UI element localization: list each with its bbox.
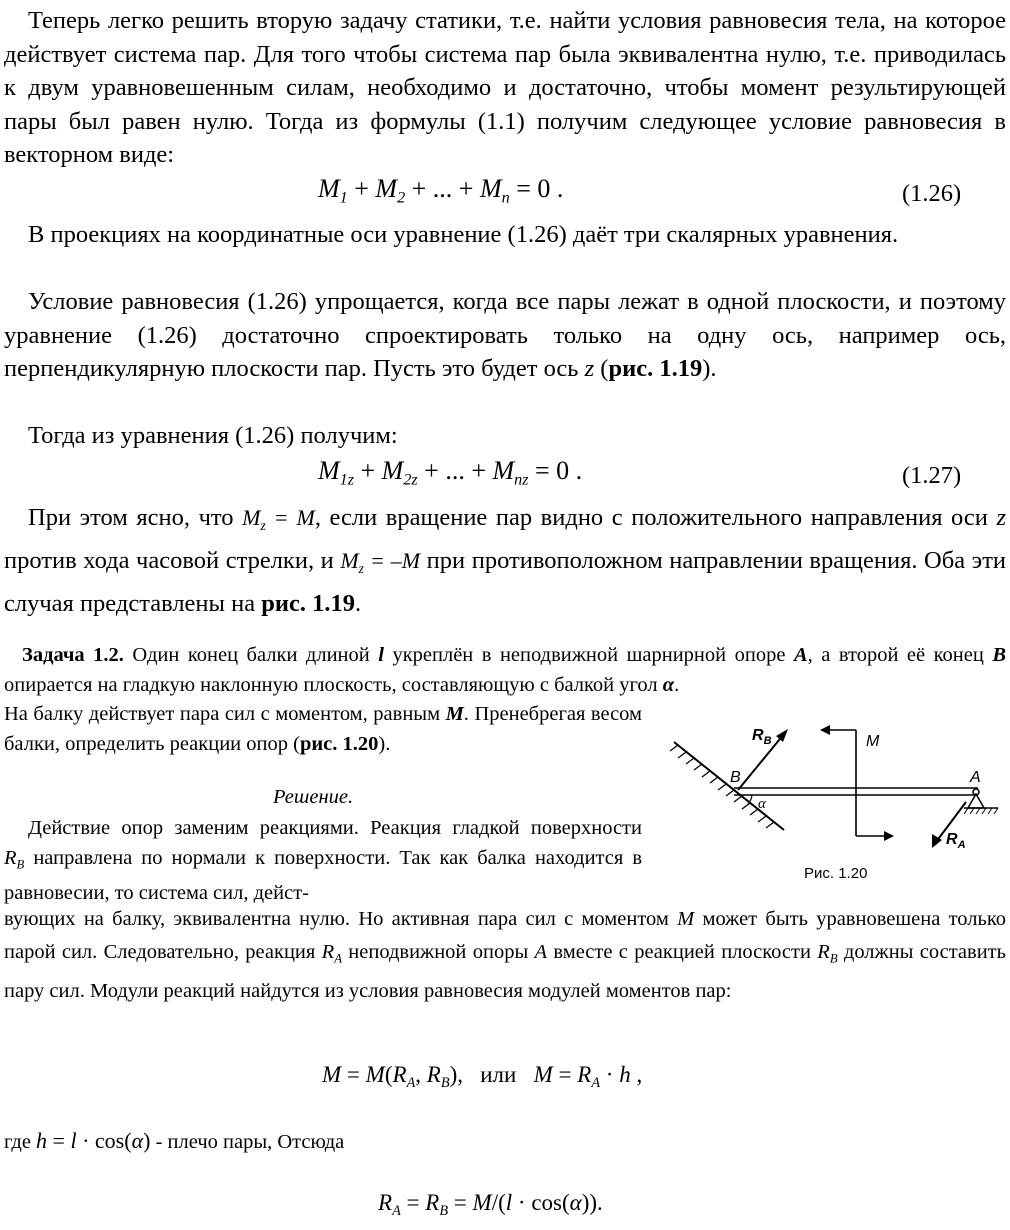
axis-z-2: z xyxy=(996,504,1006,531)
solution-paragraph xyxy=(4,814,642,909)
equation-number-1-26: (1.26) xyxy=(902,180,962,207)
paragraph-2 xyxy=(4,218,1006,252)
solution-heading: Решение. xyxy=(273,786,354,808)
paragraph-4-text: Тогда из уравнения (1.26) получим: xyxy=(28,422,398,449)
equation-1-27: $M_{1z} + M_{2z}$ + ... + $M_{nz} = 0$ . xyxy=(318,456,583,489)
task-var-M: M xyxy=(445,703,464,725)
where-line: где h = l · cos(α) - плечо пары, Отсюда xyxy=(4,1128,345,1153)
paragraph-3-text: Условие равновесия (1.26) упрощается, когда все пары лежат в одной плоскости, и поэтому уравнение (1.26) достаточно спроектировать только на одну ось, например ось, перпендикулярную плоскости пар. Пусть это будет ось xyxy=(4,288,1006,382)
formula-mz-minus: $M_z = -M$ xyxy=(340,547,421,576)
solution-text-2: направлена по нормали к поверхности. Так как балка находится в равновесии, то система сил, дейст- xyxy=(4,846,642,905)
solution-text-4: может быть уравновешена только парой сил. Следовательно, реакция xyxy=(4,908,1006,963)
task-var-alpha: α xyxy=(662,673,675,696)
formula-ra: $R_A$ xyxy=(321,941,342,966)
task-var-l: l xyxy=(378,644,384,666)
equation-number-1-27: (1.27) xyxy=(902,462,962,489)
task-text-2: укреплён в неподвижной шарнирной опоре xyxy=(383,644,794,666)
equation-result: $R_A = R_B = M/(l \cdot \cos(\alpha))$. xyxy=(378,1190,603,1219)
task-text-1: Один конец балки длиной xyxy=(123,644,379,666)
where-pre: где xyxy=(4,1131,37,1153)
task-paragraph-continued xyxy=(4,700,642,759)
support-A-hatching xyxy=(964,808,998,814)
figure-ref-1-19: рис. 1.19 xyxy=(608,355,703,382)
paragraph-1-text: Теперь легко решить вторую задачу статики, т.е. найти условия равновесия тела, на которое действует система пар. Для того чтобы система пар была эквивалентна нулю, т.е. приводилась к двум уравновешенным силам, необходимо и достаточно, чтобы момент результирующей пары был равен нулю. Тогда из формулы (1.1) получим следующее условие равновесия в векторном виде: xyxy=(4,7,1006,168)
solution-text-6: вместе с реакцией плоскости xyxy=(547,941,818,963)
paragraph-3: Условие равновесия (1.26) упрощается, когда все пары лежат в одной плоскости, и поэтому уравнение (1.26) достаточно спроектировать только на одну ось, например ось, перпендикулярную плоскости пар. Пусть это будет ось z (рис. 1.19). xyxy=(4,288,1006,382)
formula-mz-plus: $M_z = M$ xyxy=(242,505,315,533)
paragraph-5-text-d: при противоположном направлении вращения. Оба эти случая представлены на xyxy=(4,546,1007,617)
paragraph-1 xyxy=(4,4,1006,172)
task-text-4: опирается на гладкую наклонную плоскость, составляющую с балкой угол xyxy=(4,673,663,696)
paragraph-5-text-b: , если вращение пар видно с положительного направления оси xyxy=(314,504,997,531)
formula-rb: $R_B$ xyxy=(4,846,25,871)
task-text-3: , а второй её конец xyxy=(807,644,993,666)
paragraph-4 xyxy=(4,419,1006,453)
solution-paragraph-continued xyxy=(4,903,1006,1008)
label-RB: $R_B$ xyxy=(752,727,772,747)
solution-var-M: M xyxy=(677,908,695,930)
task-paragraph: Задача 1.2. Один конец балки длиной l укреплён в неподвижной шарнирной опоре A, а второй её конец B опирается на гладкую наклонную плоскость, составляющую с балкой угол α. xyxy=(4,644,1007,696)
paragraph-5-text-a: При этом ясно, что xyxy=(28,504,243,531)
solution-var-A: A xyxy=(534,941,548,963)
label-B: B xyxy=(730,769,741,786)
paragraph-5: При этом ясно, что $M_z = M$, если вращение пар видно с положительного направления оси z против хода часовой стрелки, и $M_z = -M$ при противоположном направлении вращения. Оба эти случая представлены на рис. 1.19. xyxy=(4,504,1007,617)
figure-ref-1-19-b: рис. 1.19 xyxy=(261,589,355,617)
solution-text-3: вующих на балку, эквивалентна нулю. Но активная пара сил с моментом xyxy=(4,908,678,930)
beam-diagram xyxy=(666,718,1006,888)
where-post: - плечо пары, Отсюда xyxy=(150,1131,345,1153)
task-text-7: ). xyxy=(378,732,391,755)
solution-text-1: Действие опор заменим реакциями. Реакция гладкой поверхности xyxy=(28,817,642,839)
figure-ref-1-20: рис. 1.20 xyxy=(299,732,379,755)
task-text-5: На балку действует пара сил с моментом, равным xyxy=(4,703,446,725)
label-alpha: α xyxy=(758,796,766,812)
figure-caption: Рис. 1.20 xyxy=(804,865,868,882)
formula-rb-2: $R_B$ xyxy=(817,941,838,966)
equation-1-26: $M_1 + M_2$ + ... + $M_n = 0$ . xyxy=(318,174,564,207)
axis-z: z xyxy=(584,355,595,382)
task-title: Задача 1.2. xyxy=(22,644,124,666)
equation-moment: $M = M(R_A$, $R_B$), или $M = R_A \cdot h$ , xyxy=(322,1062,643,1091)
label-RA: $R_A$ xyxy=(946,831,966,851)
solution-text-7: должны составить пару сил. Модули реакций найдутся из условия равновесия модулей моментов пар: xyxy=(4,941,1006,1003)
task-var-A: A xyxy=(793,644,808,666)
task-text-6: . Пренебрегая весом балки, определить реакции опор ( xyxy=(4,703,642,755)
formula-h: h xyxy=(36,1128,48,1153)
label-A: A xyxy=(970,769,981,786)
paragraph-5-text-c: против хода часовой стрелки, и xyxy=(4,546,341,574)
solution-text-5: неподвижной опоры xyxy=(341,941,535,963)
figure-1-20 xyxy=(666,718,1006,888)
support-A xyxy=(968,794,984,808)
inclined-plane-hatching xyxy=(670,745,774,828)
task-var-B: B xyxy=(992,644,1007,666)
paragraph-2-text: В проекциях на координатные оси уравнение (1.26) даёт три скалярных уравнения. xyxy=(28,221,899,248)
label-M: M xyxy=(866,733,880,750)
